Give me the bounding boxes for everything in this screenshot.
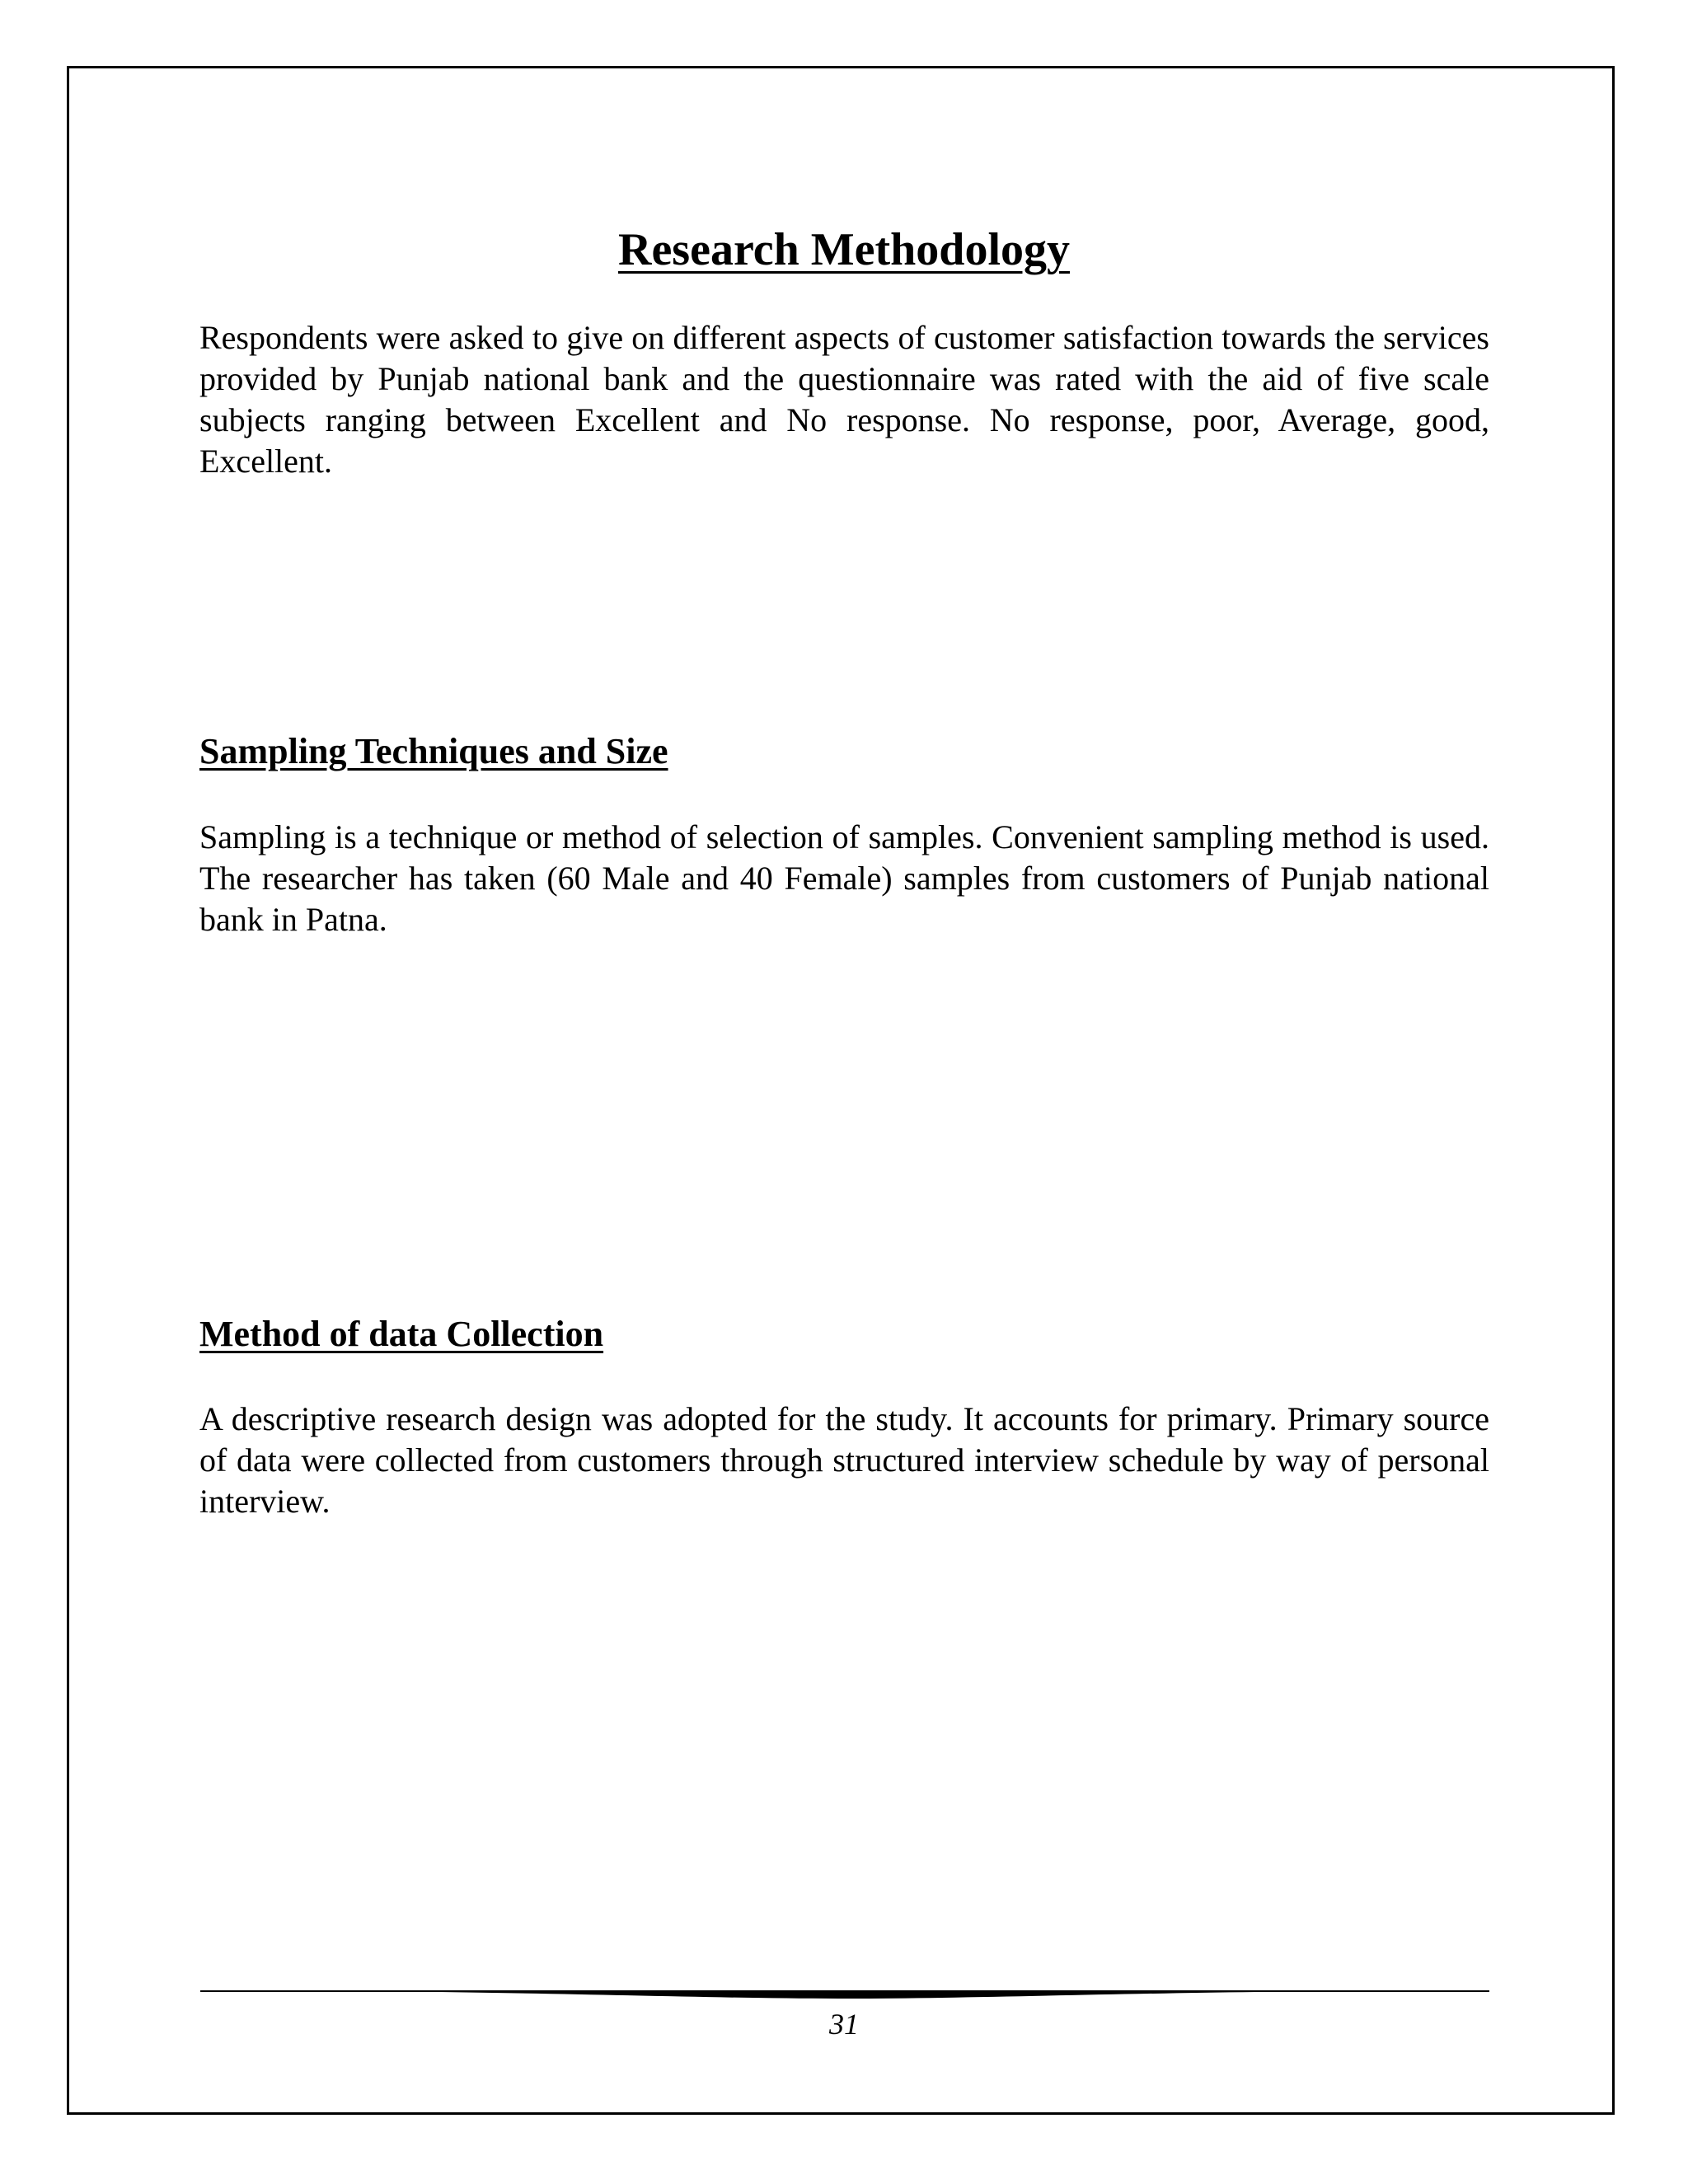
- page-title: Research Methodology: [618, 224, 1070, 275]
- footer-divider: [200, 1988, 1489, 2004]
- section-body-data-collection: A descriptive research design was adopted for the study. It accounts for primary. Primary source of data were collected from customers through structured interview schedule by way of personal interview.: [199, 1400, 1489, 1520]
- section-body-sampling: Sampling is a technique or method of selection of samples. Convenient sampling method is used. The researcher has taken (60 Male and 40 Female) samples from customers of Punjab national bank in Patna.: [199, 818, 1489, 938]
- page-number: 31: [829, 2008, 859, 2041]
- section-heading-data-collection: Method of data Collection: [199, 1314, 604, 1354]
- intro-paragraph: Respondents were asked to give on different aspects of customer satisfaction towards the services provided by Punjab national bank and the questionnaire was rated with the aid of five scale subjects ranging between Excellent and No response. No response, poor, Average, good, Excellent.: [199, 319, 1489, 480]
- section-heading-sampling: Sampling Techniques and Size: [199, 731, 668, 771]
